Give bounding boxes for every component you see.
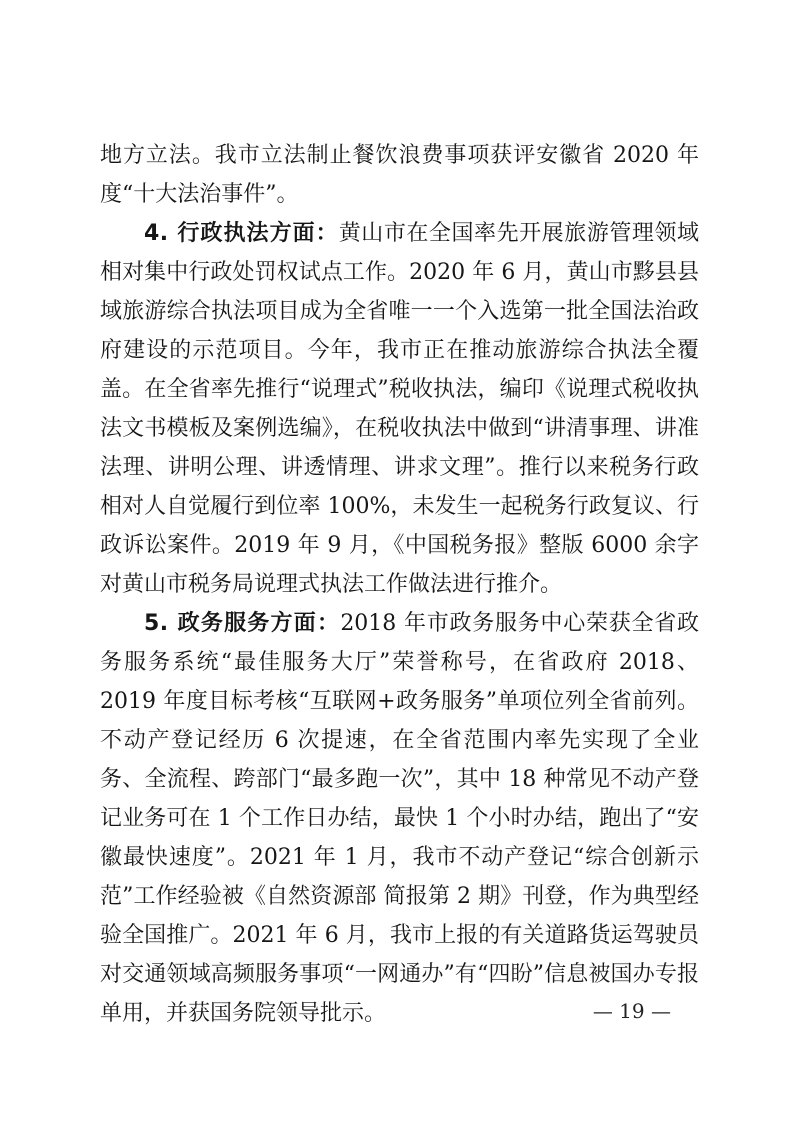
paragraph-section-4: [100, 214, 699, 604]
paragraph-text: 地方立法。我市立法制止餐饮浪费事项获评安徽省 2020 年度“十大法治事件”。: [100, 143, 699, 207]
paragraph-lead: 5. 政务服务方面：: [144, 611, 341, 636]
document-body: [100, 136, 699, 1033]
paragraph-text: 黄山市在全国率先开展旅游管理领域相对集中行政处罚权试点工作。2020 年 6 月，黄山市黟县县域旅游综合执法项目成为全省唯一一个入选第一批全国法治政府建设的示范项目。今年，我市正在推动旅游综合执法全覆盖。在全省率先推行“说理式”税收执法，编印《说理式税收执法文书模板及案例选编》，在税收执法中做到“讲清事理、讲准法理、讲明公理、讲透情理、讲求文理”。推行以来税务行政相对人自觉履行到位率 100%，未发生一起税务行政复议、行政诉讼案件。2019 年 9 月，《中国税务报》整版 6000 余字对黄山市税务局说理式执法工作做法进行推介。: [100, 221, 699, 597]
page-number-text: — 19 —: [592, 999, 671, 1023]
paragraph-text: 2018 年市政务服务中心荣获全省政务服务系统“最佳服务大厅”荣誉称号，在省政府 2018、2019 年度目标考核“互联网+政务服务”单项位列全省前列。不动产登记经历 6 次提速，在全省范围内率先实现了全业务、全流程、跨部门“最多跑一次”，其中 18 种常见不动产登记业务可在 1 个工作日办结，最快 1 个小时办结，跑出了“安徽最快速度”。2021 年 1 月，我市不动产登记“综合创新示范”工作经验被《自然资源部 简报第 2 期》刊登，作为典型经验全国推广。2021 年 6 月，我市上报的有关道路货运驾驶员对交通领域高频服务事项“一网通办”有“四盼”信息被国办专报单用，并获国务院领导批示。: [100, 611, 700, 1026]
paragraph-continuation: [100, 136, 699, 214]
page-number: [593, 997, 671, 1025]
paragraph-lead: 4. 行政执法方面：: [144, 221, 339, 246]
paragraph-section-5: [100, 604, 699, 1033]
